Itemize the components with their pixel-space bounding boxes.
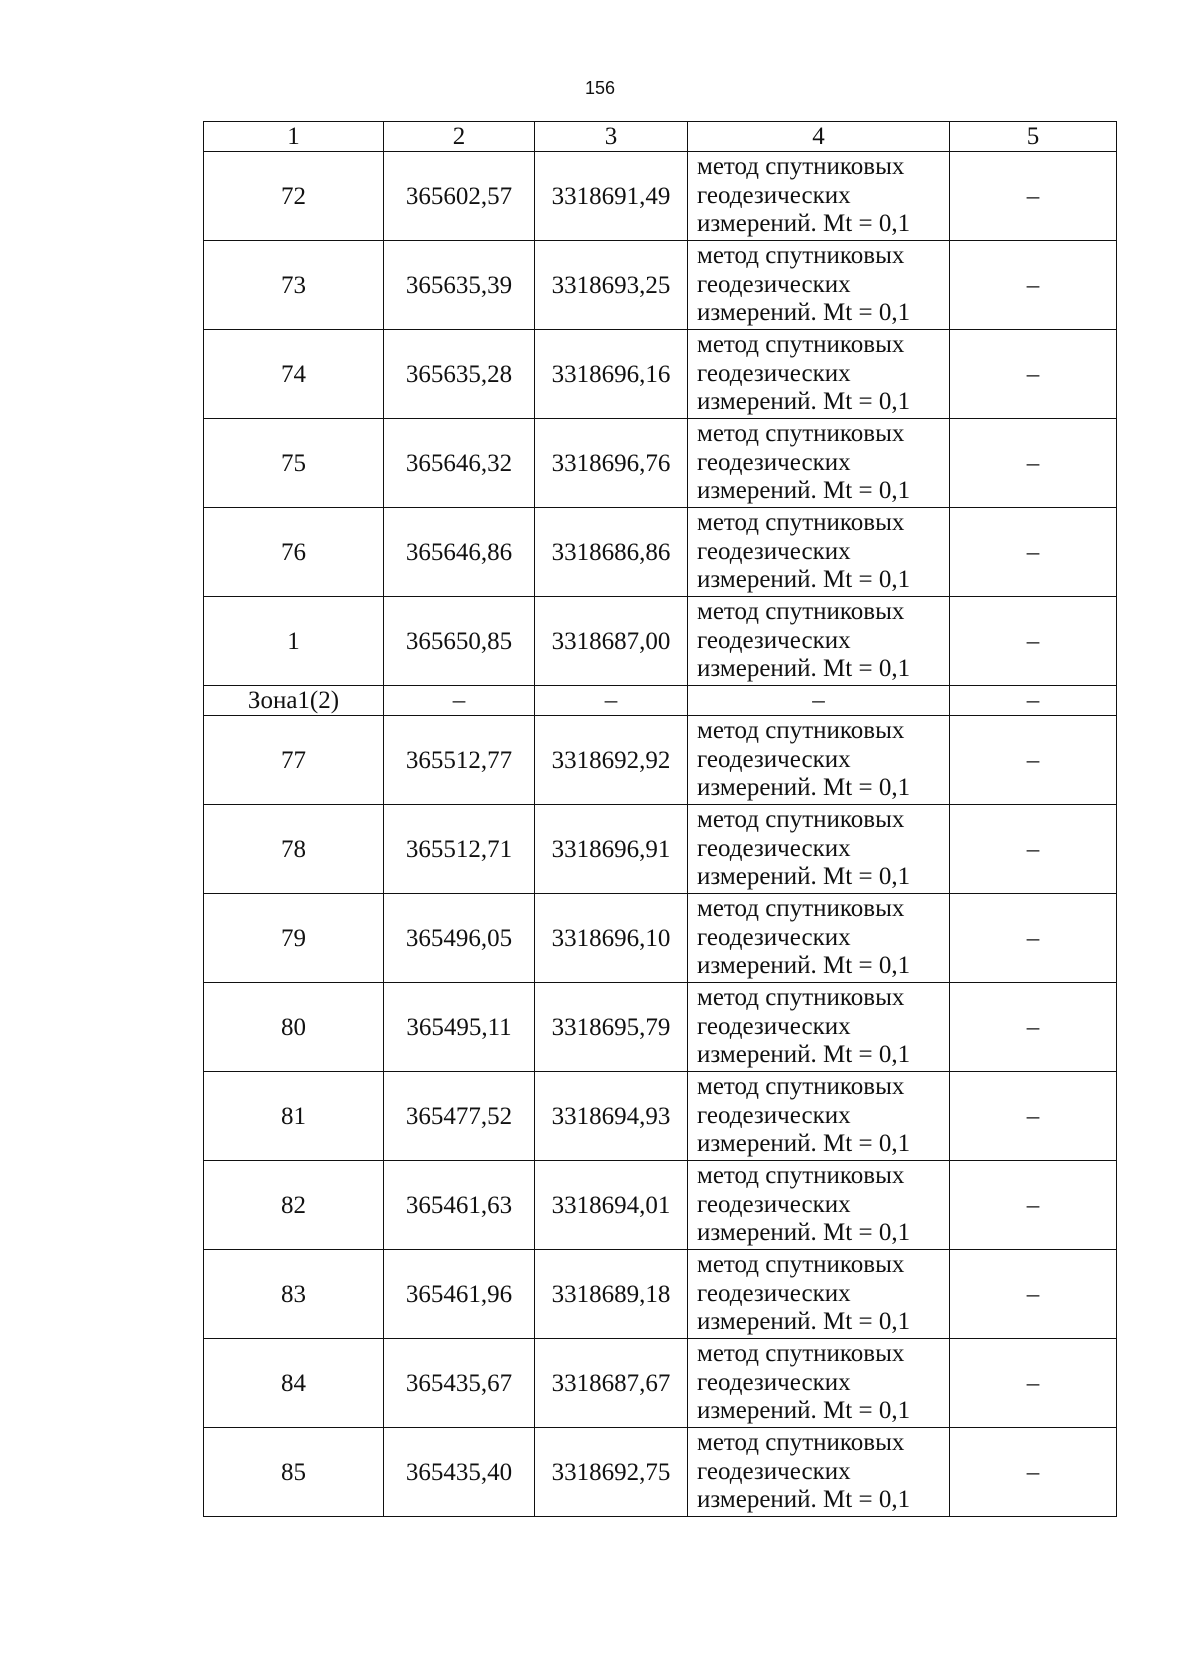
- x-coordinate-cell: 365635,39: [384, 241, 535, 330]
- y-coordinate-cell: 3318686,86: [535, 508, 688, 597]
- table-row: [204, 419, 1117, 508]
- y-coordinate-cell: 3318689,18: [535, 1250, 688, 1339]
- y-coordinate-cell: 3318687,00: [535, 597, 688, 686]
- method-text-line: измерений. Mt = 0,1: [697, 1486, 911, 1514]
- note-cell: –: [950, 1428, 1117, 1517]
- method-text-line: метод спутниковых: [697, 717, 905, 745]
- note-cell: –: [950, 508, 1117, 597]
- note-cell: –: [950, 716, 1117, 805]
- table-row: [204, 1072, 1117, 1161]
- method-text-line: геодезических: [697, 1279, 851, 1307]
- y-coordinate-cell: 3318693,25: [535, 241, 688, 330]
- method-text-line: метод спутниковых: [697, 509, 905, 537]
- table-row: [204, 1161, 1117, 1250]
- method-text-line: геодезических: [697, 270, 851, 298]
- method-text-line: геодезических: [697, 626, 851, 654]
- y-coordinate-cell: 3318696,16: [535, 330, 688, 419]
- point-number-cell: 78: [204, 805, 384, 894]
- method-text-line: измерений. Mt = 0,1: [697, 1308, 911, 1336]
- page-number: 156: [584, 78, 616, 98]
- method-text-line: геодезических: [697, 359, 851, 387]
- method-cell: [688, 1161, 950, 1250]
- table-row: [204, 241, 1117, 330]
- method-text-line: геодезических: [697, 1101, 851, 1129]
- x-coordinate-cell: 365435,67: [384, 1339, 535, 1428]
- column-number-4: 4: [688, 122, 950, 152]
- method-text-line: измерений. Mt = 0,1: [697, 863, 911, 891]
- method-cell: [688, 1250, 950, 1339]
- method-text-line: метод спутниковых: [697, 153, 905, 181]
- method-text-line: измерений. Mt = 0,1: [697, 210, 911, 238]
- method-text-line: геодезических: [697, 1190, 851, 1218]
- method-text-line: измерений. Mt = 0,1: [697, 566, 911, 594]
- table-row: [204, 716, 1117, 805]
- note-cell: –: [950, 805, 1117, 894]
- method-cell: [688, 241, 950, 330]
- point-number-cell: 77: [204, 716, 384, 805]
- column-number-1: 1: [204, 122, 384, 152]
- x-coordinate-cell: 365512,77: [384, 716, 535, 805]
- method-cell: [688, 508, 950, 597]
- method-text-line: геодезических: [697, 1457, 851, 1485]
- method-text-line: геодезических: [697, 1368, 851, 1396]
- x-coordinate-cell: 365496,05: [384, 894, 535, 983]
- method-text-line: метод спутниковых: [697, 1429, 905, 1457]
- point-number-cell: 80: [204, 983, 384, 1072]
- method-cell: [688, 805, 950, 894]
- method-text-line: метод спутниковых: [697, 242, 905, 270]
- y-coordinate-cell: 3318694,01: [535, 1161, 688, 1250]
- method-cell: [688, 1339, 950, 1428]
- method-text-line: метод спутниковых: [697, 598, 905, 626]
- note-cell: –: [950, 330, 1117, 419]
- table-row: [204, 508, 1117, 597]
- method-text-line: метод спутниковых: [697, 984, 905, 1012]
- x-coordinate-cell: 365461,63: [384, 1161, 535, 1250]
- method-text-line: геодезических: [697, 1012, 851, 1040]
- y-coordinate-cell: 3318692,75: [535, 1428, 688, 1517]
- y-coordinate-cell: 3318687,67: [535, 1339, 688, 1428]
- point-number-cell: 83: [204, 1250, 384, 1339]
- note-cell: –: [950, 983, 1117, 1072]
- method-text-line: геодезических: [697, 448, 851, 476]
- y-coordinate-cell: 3318696,10: [535, 894, 688, 983]
- point-number-cell: 79: [204, 894, 384, 983]
- method-text-line: измерений. Mt = 0,1: [697, 1397, 911, 1425]
- note-cell: –: [950, 1072, 1117, 1161]
- method-cell: [688, 1428, 950, 1517]
- method-text-line: метод спутниковых: [697, 1340, 905, 1368]
- point-number-cell: 81: [204, 1072, 384, 1161]
- note-cell: –: [950, 1250, 1117, 1339]
- method-cell: [688, 716, 950, 805]
- table-row: [204, 152, 1117, 241]
- x-coordinate-cell: 365512,71: [384, 805, 535, 894]
- x-coordinate-cell: 365650,85: [384, 597, 535, 686]
- point-number-cell: 1: [204, 597, 384, 686]
- method-text-line: геодезических: [697, 181, 851, 209]
- column-number-5: 5: [950, 122, 1117, 152]
- y-coordinate-cell: 3318692,92: [535, 716, 688, 805]
- method-text-line: метод спутниковых: [697, 1162, 905, 1190]
- table-row: [204, 1428, 1117, 1517]
- table-row: [204, 805, 1117, 894]
- method-text-line: геодезических: [697, 923, 851, 951]
- note-cell: –: [950, 597, 1117, 686]
- column-number-2: 2: [384, 122, 535, 152]
- zone-row: [204, 686, 1117, 716]
- note-cell: –: [950, 1339, 1117, 1428]
- method-cell: [688, 597, 950, 686]
- method-text-line: измерений. Mt = 0,1: [697, 477, 911, 505]
- method-cell: [688, 330, 950, 419]
- point-number-cell: 85: [204, 1428, 384, 1517]
- x-coordinate-cell: 365435,40: [384, 1428, 535, 1517]
- method-text-line: метод спутниковых: [697, 1073, 905, 1101]
- method-text-line: геодезических: [697, 834, 851, 862]
- zone-dash-cell: –: [384, 686, 535, 716]
- method-text-line: измерений. Mt = 0,1: [697, 388, 911, 416]
- method-cell: [688, 1072, 950, 1161]
- zone-dash-cell: –: [688, 686, 950, 716]
- method-text-line: измерений. Mt = 0,1: [697, 952, 911, 980]
- note-cell: –: [950, 152, 1117, 241]
- method-cell: [688, 419, 950, 508]
- point-number-cell: 82: [204, 1161, 384, 1250]
- zone-label: Зона1(2): [204, 686, 384, 716]
- table-row: [204, 983, 1117, 1072]
- point-number-cell: 75: [204, 419, 384, 508]
- table-body: [204, 122, 1117, 1517]
- y-coordinate-cell: 3318696,76: [535, 419, 688, 508]
- method-text-line: метод спутниковых: [697, 1251, 905, 1279]
- method-cell: [688, 894, 950, 983]
- table-row: [204, 597, 1117, 686]
- method-text-line: измерений. Mt = 0,1: [697, 774, 911, 802]
- method-text-line: метод спутниковых: [697, 331, 905, 359]
- x-coordinate-cell: 365635,28: [384, 330, 535, 419]
- method-cell: [688, 983, 950, 1072]
- method-text-line: метод спутниковых: [697, 895, 905, 923]
- method-text-line: метод спутниковых: [697, 806, 905, 834]
- table-row: [204, 894, 1117, 983]
- zone-dash-cell: –: [950, 686, 1117, 716]
- column-number-row: [204, 122, 1117, 152]
- method-text-line: измерений. Mt = 0,1: [697, 655, 911, 683]
- method-text-line: геодезических: [697, 537, 851, 565]
- y-coordinate-cell: 3318695,79: [535, 983, 688, 1072]
- x-coordinate-cell: 365495,11: [384, 983, 535, 1072]
- x-coordinate-cell: 365646,32: [384, 419, 535, 508]
- note-cell: –: [950, 894, 1117, 983]
- x-coordinate-cell: 365477,52: [384, 1072, 535, 1161]
- x-coordinate-cell: 365461,96: [384, 1250, 535, 1339]
- note-cell: –: [950, 1161, 1117, 1250]
- point-number-cell: 84: [204, 1339, 384, 1428]
- method-text-line: метод спутниковых: [697, 420, 905, 448]
- x-coordinate-cell: 365602,57: [384, 152, 535, 241]
- method-text-line: измерений. Mt = 0,1: [697, 1041, 911, 1069]
- y-coordinate-cell: 3318696,91: [535, 805, 688, 894]
- table-row: [204, 330, 1117, 419]
- table-row: [204, 1250, 1117, 1339]
- y-coordinate-cell: 3318691,49: [535, 152, 688, 241]
- point-number-cell: 73: [204, 241, 384, 330]
- zone-dash-cell: –: [535, 686, 688, 716]
- method-text-line: измерений. Mt = 0,1: [697, 299, 911, 327]
- note-cell: –: [950, 419, 1117, 508]
- x-coordinate-cell: 365646,86: [384, 508, 535, 597]
- method-text-line: измерений. Mt = 0,1: [697, 1130, 911, 1158]
- column-number-3: 3: [535, 122, 688, 152]
- method-text-line: измерений. Mt = 0,1: [697, 1219, 911, 1247]
- point-number-cell: 74: [204, 330, 384, 419]
- y-coordinate-cell: 3318694,93: [535, 1072, 688, 1161]
- point-number-cell: 76: [204, 508, 384, 597]
- method-cell: [688, 152, 950, 241]
- note-cell: –: [950, 241, 1117, 330]
- method-text-line: геодезических: [697, 745, 851, 773]
- point-number-cell: 72: [204, 152, 384, 241]
- coordinates-table: [203, 121, 1117, 1517]
- table-row: [204, 1339, 1117, 1428]
